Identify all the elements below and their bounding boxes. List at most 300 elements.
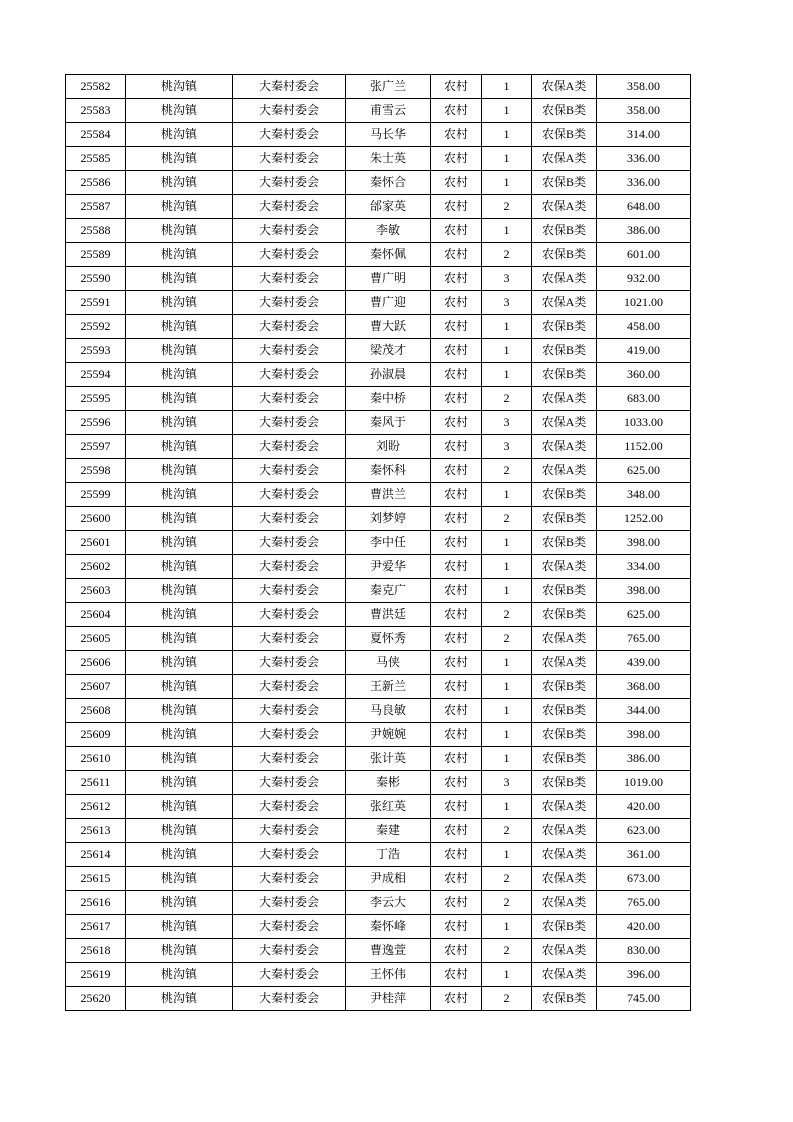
cell-town: 桃沟镇 (126, 699, 233, 723)
cell-town: 桃沟镇 (126, 603, 233, 627)
cell-category: 农村 (431, 507, 482, 531)
cell-count: 2 (482, 627, 532, 651)
cell-name: 朱士英 (346, 147, 431, 171)
cell-amount: 765.00 (597, 627, 691, 651)
cell-town: 桃沟镇 (126, 723, 233, 747)
cell-serial: 25594 (66, 363, 126, 387)
cell-count: 3 (482, 771, 532, 795)
table-row (66, 507, 691, 531)
cell-town: 桃沟镇 (126, 939, 233, 963)
cell-count: 1 (482, 915, 532, 939)
cell-count: 2 (482, 939, 532, 963)
table-row (66, 435, 691, 459)
cell-count: 2 (482, 507, 532, 531)
cell-insurance-type: 农保A类 (532, 75, 597, 99)
cell-name: 曹逸萱 (346, 939, 431, 963)
cell-count: 3 (482, 267, 532, 291)
cell-count: 1 (482, 675, 532, 699)
cell-amount: 348.00 (597, 483, 691, 507)
cell-name: 秦建 (346, 819, 431, 843)
table-row (66, 603, 691, 627)
cell-name: 秦怀合 (346, 171, 431, 195)
cell-amount: 398.00 (597, 531, 691, 555)
cell-name: 马长华 (346, 123, 431, 147)
cell-count: 2 (482, 195, 532, 219)
cell-count: 2 (482, 819, 532, 843)
benefits-table (65, 74, 691, 1011)
cell-village: 大秦村委会 (233, 747, 346, 771)
cell-count: 1 (482, 843, 532, 867)
cell-town: 桃沟镇 (126, 315, 233, 339)
cell-town: 桃沟镇 (126, 627, 233, 651)
table-row (66, 99, 691, 123)
table-row (66, 723, 691, 747)
table-row (66, 219, 691, 243)
cell-village: 大秦村委会 (233, 627, 346, 651)
table-row (66, 843, 691, 867)
cell-serial: 25613 (66, 819, 126, 843)
cell-count: 1 (482, 531, 532, 555)
cell-name: 王新兰 (346, 675, 431, 699)
cell-village: 大秦村委会 (233, 387, 346, 411)
cell-town: 桃沟镇 (126, 555, 233, 579)
cell-category: 农村 (431, 411, 482, 435)
cell-name: 尹婉婉 (346, 723, 431, 747)
cell-amount: 386.00 (597, 219, 691, 243)
cell-amount: 360.00 (597, 363, 691, 387)
cell-serial: 25603 (66, 579, 126, 603)
cell-count: 1 (482, 963, 532, 987)
cell-insurance-type: 农保B类 (532, 987, 597, 1011)
cell-amount: 1152.00 (597, 435, 691, 459)
cell-insurance-type: 农保B类 (532, 243, 597, 267)
cell-serial: 25619 (66, 963, 126, 987)
cell-insurance-type: 农保A类 (532, 651, 597, 675)
table-row (66, 819, 691, 843)
cell-serial: 25616 (66, 891, 126, 915)
cell-name: 梁茂才 (346, 339, 431, 363)
cell-town: 桃沟镇 (126, 747, 233, 771)
cell-category: 农村 (431, 795, 482, 819)
cell-amount: 625.00 (597, 603, 691, 627)
table-row (66, 795, 691, 819)
cell-town: 桃沟镇 (126, 675, 233, 699)
table-row (66, 171, 691, 195)
cell-town: 桃沟镇 (126, 891, 233, 915)
cell-count: 2 (482, 387, 532, 411)
cell-name: 尹爱华 (346, 555, 431, 579)
table-row (66, 531, 691, 555)
cell-town: 桃沟镇 (126, 867, 233, 891)
cell-serial: 25617 (66, 915, 126, 939)
cell-count: 1 (482, 75, 532, 99)
table-row (66, 891, 691, 915)
cell-village: 大秦村委会 (233, 435, 346, 459)
cell-name: 李敏 (346, 219, 431, 243)
cell-count: 2 (482, 243, 532, 267)
table-row (66, 939, 691, 963)
cell-serial: 25607 (66, 675, 126, 699)
cell-count: 1 (482, 171, 532, 195)
cell-town: 桃沟镇 (126, 123, 233, 147)
cell-town: 桃沟镇 (126, 75, 233, 99)
cell-serial: 25585 (66, 147, 126, 171)
cell-town: 桃沟镇 (126, 459, 233, 483)
cell-name: 秦彬 (346, 771, 431, 795)
cell-name: 夏怀秀 (346, 627, 431, 651)
cell-category: 农村 (431, 363, 482, 387)
cell-insurance-type: 农保A类 (532, 627, 597, 651)
cell-village: 大秦村委会 (233, 243, 346, 267)
cell-count: 1 (482, 99, 532, 123)
cell-serial: 25620 (66, 987, 126, 1011)
cell-amount: 623.00 (597, 819, 691, 843)
cell-insurance-type: 农保A类 (532, 963, 597, 987)
cell-category: 农村 (431, 531, 482, 555)
cell-insurance-type: 农保A类 (532, 411, 597, 435)
table-row (66, 651, 691, 675)
cell-category: 农村 (431, 267, 482, 291)
cell-amount: 648.00 (597, 195, 691, 219)
cell-amount: 625.00 (597, 459, 691, 483)
table-row (66, 339, 691, 363)
cell-category: 农村 (431, 243, 482, 267)
table-row (66, 363, 691, 387)
cell-insurance-type: 农保B类 (532, 915, 597, 939)
cell-village: 大秦村委会 (233, 603, 346, 627)
cell-serial: 25606 (66, 651, 126, 675)
cell-town: 桃沟镇 (126, 219, 233, 243)
cell-name: 李中任 (346, 531, 431, 555)
cell-insurance-type: 农保B类 (532, 603, 597, 627)
cell-village: 大秦村委会 (233, 531, 346, 555)
cell-count: 1 (482, 123, 532, 147)
cell-category: 农村 (431, 339, 482, 363)
cell-village: 大秦村委会 (233, 483, 346, 507)
cell-insurance-type: 农保A类 (532, 939, 597, 963)
cell-amount: 1033.00 (597, 411, 691, 435)
cell-amount: 420.00 (597, 795, 691, 819)
cell-serial: 25586 (66, 171, 126, 195)
cell-amount: 336.00 (597, 147, 691, 171)
cell-village: 大秦村委会 (233, 99, 346, 123)
cell-count: 1 (482, 315, 532, 339)
cell-category: 农村 (431, 195, 482, 219)
cell-village: 大秦村委会 (233, 123, 346, 147)
cell-amount: 361.00 (597, 843, 691, 867)
cell-serial: 25584 (66, 123, 126, 147)
cell-serial: 25582 (66, 75, 126, 99)
cell-town: 桃沟镇 (126, 435, 233, 459)
cell-insurance-type: 农保A类 (532, 459, 597, 483)
cell-insurance-type: 农保A类 (532, 795, 597, 819)
cell-name: 张计英 (346, 747, 431, 771)
cell-serial: 25608 (66, 699, 126, 723)
cell-count: 1 (482, 219, 532, 243)
cell-count: 1 (482, 651, 532, 675)
cell-serial: 25604 (66, 603, 126, 627)
cell-serial: 25590 (66, 267, 126, 291)
cell-town: 桃沟镇 (126, 579, 233, 603)
cell-name: 曹广迎 (346, 291, 431, 315)
cell-serial: 25618 (66, 939, 126, 963)
cell-category: 农村 (431, 219, 482, 243)
cell-category: 农村 (431, 579, 482, 603)
cell-category: 农村 (431, 891, 482, 915)
cell-category: 农村 (431, 867, 482, 891)
cell-village: 大秦村委会 (233, 291, 346, 315)
cell-serial: 25612 (66, 795, 126, 819)
cell-name: 马良敏 (346, 699, 431, 723)
cell-amount: 344.00 (597, 699, 691, 723)
cell-insurance-type: 农保B类 (532, 771, 597, 795)
cell-insurance-type: 农保B类 (532, 123, 597, 147)
cell-count: 1 (482, 795, 532, 819)
cell-town: 桃沟镇 (126, 267, 233, 291)
cell-village: 大秦村委会 (233, 891, 346, 915)
cell-category: 农村 (431, 459, 482, 483)
cell-category: 农村 (431, 939, 482, 963)
cell-serial: 25587 (66, 195, 126, 219)
cell-count: 1 (482, 339, 532, 363)
cell-serial: 25592 (66, 315, 126, 339)
cell-name: 尹成相 (346, 867, 431, 891)
cell-insurance-type: 农保A类 (532, 195, 597, 219)
cell-village: 大秦村委会 (233, 675, 346, 699)
table-row (66, 867, 691, 891)
cell-count: 1 (482, 747, 532, 771)
cell-serial: 25595 (66, 387, 126, 411)
cell-village: 大秦村委会 (233, 771, 346, 795)
cell-serial: 25615 (66, 867, 126, 891)
cell-village: 大秦村委会 (233, 651, 346, 675)
cell-category: 农村 (431, 315, 482, 339)
cell-village: 大秦村委会 (233, 339, 346, 363)
cell-name: 丁浩 (346, 843, 431, 867)
table-row (66, 747, 691, 771)
cell-amount: 420.00 (597, 915, 691, 939)
cell-town: 桃沟镇 (126, 363, 233, 387)
cell-name: 李云大 (346, 891, 431, 915)
table-row (66, 483, 691, 507)
cell-town: 桃沟镇 (126, 339, 233, 363)
table-row (66, 579, 691, 603)
cell-village: 大秦村委会 (233, 147, 346, 171)
cell-count: 2 (482, 459, 532, 483)
cell-town: 桃沟镇 (126, 963, 233, 987)
cell-category: 农村 (431, 627, 482, 651)
cell-town: 桃沟镇 (126, 651, 233, 675)
cell-name: 马侠 (346, 651, 431, 675)
cell-insurance-type: 农保A类 (532, 819, 597, 843)
cell-category: 农村 (431, 483, 482, 507)
cell-count: 1 (482, 147, 532, 171)
cell-insurance-type: 农保B类 (532, 579, 597, 603)
cell-insurance-type: 农保B类 (532, 219, 597, 243)
cell-name: 曹洪兰 (346, 483, 431, 507)
cell-name: 秦风于 (346, 411, 431, 435)
cell-village: 大秦村委会 (233, 171, 346, 195)
cell-village: 大秦村委会 (233, 195, 346, 219)
cell-village: 大秦村委会 (233, 939, 346, 963)
cell-insurance-type: 农保A类 (532, 867, 597, 891)
table-row (66, 411, 691, 435)
cell-category: 农村 (431, 819, 482, 843)
cell-category: 农村 (431, 387, 482, 411)
cell-amount: 1019.00 (597, 771, 691, 795)
cell-category: 农村 (431, 651, 482, 675)
cell-serial: 25588 (66, 219, 126, 243)
table-row (66, 267, 691, 291)
cell-insurance-type: 农保B类 (532, 675, 597, 699)
table-row (66, 459, 691, 483)
cell-category: 农村 (431, 915, 482, 939)
cell-village: 大秦村委会 (233, 795, 346, 819)
cell-town: 桃沟镇 (126, 987, 233, 1011)
cell-insurance-type: 农保B类 (532, 339, 597, 363)
cell-category: 农村 (431, 843, 482, 867)
cell-name: 刘梦婷 (346, 507, 431, 531)
table-row (66, 195, 691, 219)
cell-insurance-type: 农保A类 (532, 435, 597, 459)
cell-name: 尹桂萍 (346, 987, 431, 1011)
cell-serial: 25614 (66, 843, 126, 867)
cell-amount: 358.00 (597, 99, 691, 123)
cell-amount: 334.00 (597, 555, 691, 579)
cell-amount: 396.00 (597, 963, 691, 987)
cell-town: 桃沟镇 (126, 819, 233, 843)
cell-category: 农村 (431, 147, 482, 171)
cell-village: 大秦村委会 (233, 411, 346, 435)
cell-insurance-type: 农保B类 (532, 315, 597, 339)
cell-count: 2 (482, 603, 532, 627)
cell-count: 1 (482, 555, 532, 579)
cell-category: 农村 (431, 675, 482, 699)
cell-amount: 765.00 (597, 891, 691, 915)
cell-count: 1 (482, 723, 532, 747)
cell-town: 桃沟镇 (126, 195, 233, 219)
cell-count: 1 (482, 579, 532, 603)
cell-village: 大秦村委会 (233, 963, 346, 987)
cell-insurance-type: 农保B类 (532, 171, 597, 195)
cell-town: 桃沟镇 (126, 915, 233, 939)
cell-village: 大秦村委会 (233, 723, 346, 747)
cell-insurance-type: 农保A类 (532, 291, 597, 315)
cell-name: 曹洪廷 (346, 603, 431, 627)
cell-count: 3 (482, 291, 532, 315)
table-row (66, 75, 691, 99)
cell-serial: 25610 (66, 747, 126, 771)
cell-amount: 398.00 (597, 579, 691, 603)
cell-amount: 419.00 (597, 339, 691, 363)
cell-name: 秦怀佩 (346, 243, 431, 267)
cell-name: 张红英 (346, 795, 431, 819)
cell-insurance-type: 农保A类 (532, 387, 597, 411)
table-row (66, 147, 691, 171)
cell-insurance-type: 农保B类 (532, 363, 597, 387)
cell-count: 2 (482, 987, 532, 1011)
cell-village: 大秦村委会 (233, 459, 346, 483)
cell-amount: 314.00 (597, 123, 691, 147)
cell-serial: 25600 (66, 507, 126, 531)
table-row (66, 243, 691, 267)
cell-count: 3 (482, 411, 532, 435)
cell-amount: 336.00 (597, 171, 691, 195)
cell-village: 大秦村委会 (233, 507, 346, 531)
cell-town: 桃沟镇 (126, 99, 233, 123)
cell-name: 张广兰 (346, 75, 431, 99)
cell-village: 大秦村委会 (233, 843, 346, 867)
cell-town: 桃沟镇 (126, 507, 233, 531)
cell-count: 2 (482, 867, 532, 891)
cell-serial: 25605 (66, 627, 126, 651)
cell-name: 王怀伟 (346, 963, 431, 987)
cell-serial: 25611 (66, 771, 126, 795)
cell-village: 大秦村委会 (233, 219, 346, 243)
table-row (66, 771, 691, 795)
table-row (66, 699, 691, 723)
cell-serial: 25583 (66, 99, 126, 123)
cell-village: 大秦村委会 (233, 867, 346, 891)
cell-serial: 25602 (66, 555, 126, 579)
cell-insurance-type: 农保A类 (532, 267, 597, 291)
cell-name: 秦怀峰 (346, 915, 431, 939)
table-row (66, 315, 691, 339)
cell-amount: 601.00 (597, 243, 691, 267)
cell-village: 大秦村委会 (233, 915, 346, 939)
table-row (66, 963, 691, 987)
table-row (66, 987, 691, 1011)
cell-village: 大秦村委会 (233, 987, 346, 1011)
cell-serial: 25591 (66, 291, 126, 315)
cell-insurance-type: 农保A类 (532, 147, 597, 171)
cell-category: 农村 (431, 435, 482, 459)
cell-count: 1 (482, 483, 532, 507)
cell-village: 大秦村委会 (233, 75, 346, 99)
cell-amount: 683.00 (597, 387, 691, 411)
cell-amount: 386.00 (597, 747, 691, 771)
cell-count: 3 (482, 435, 532, 459)
cell-insurance-type: 农保B类 (532, 483, 597, 507)
cell-category: 农村 (431, 171, 482, 195)
cell-category: 农村 (431, 699, 482, 723)
cell-count: 1 (482, 699, 532, 723)
cell-insurance-type: 农保B类 (532, 99, 597, 123)
cell-name: 秦克广 (346, 579, 431, 603)
cell-insurance-type: 农保B类 (532, 723, 597, 747)
cell-insurance-type: 农保B类 (532, 747, 597, 771)
cell-insurance-type: 农保A类 (532, 555, 597, 579)
table-row (66, 555, 691, 579)
table-row (66, 627, 691, 651)
cell-name: 秦中桥 (346, 387, 431, 411)
cell-category: 农村 (431, 771, 482, 795)
table-body (66, 75, 691, 1011)
table-row (66, 291, 691, 315)
cell-name: 秦怀科 (346, 459, 431, 483)
cell-town: 桃沟镇 (126, 843, 233, 867)
cell-category: 农村 (431, 555, 482, 579)
cell-count: 1 (482, 363, 532, 387)
cell-serial: 25598 (66, 459, 126, 483)
cell-town: 桃沟镇 (126, 795, 233, 819)
cell-name: 曹广明 (346, 267, 431, 291)
cell-amount: 1252.00 (597, 507, 691, 531)
cell-category: 农村 (431, 123, 482, 147)
cell-category: 农村 (431, 747, 482, 771)
cell-village: 大秦村委会 (233, 267, 346, 291)
cell-amount: 439.00 (597, 651, 691, 675)
